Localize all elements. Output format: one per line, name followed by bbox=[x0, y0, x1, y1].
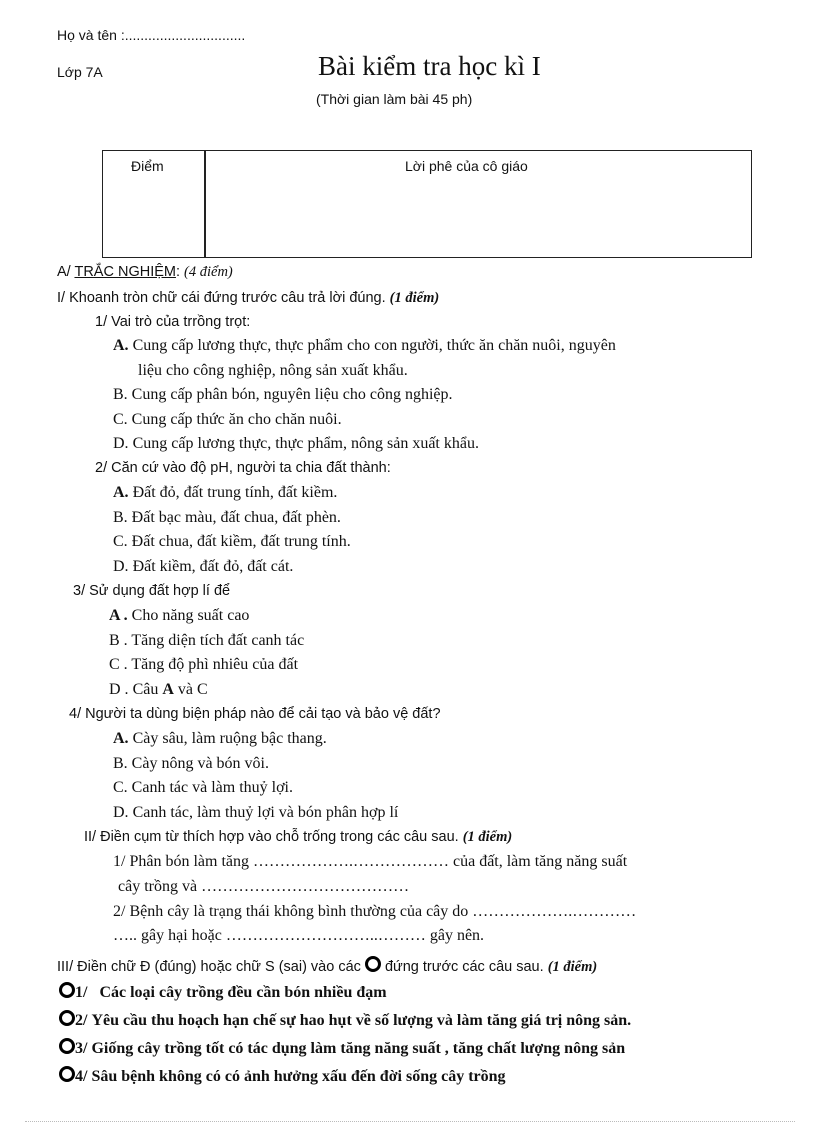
answer-circle-icon[interactable] bbox=[59, 1010, 75, 1026]
page-subtitle: (Thời gian làm bài 45 ph) bbox=[316, 91, 473, 107]
option-text: Đất bạc màu, đất chua, đất phèn. bbox=[131, 509, 341, 526]
q2-option-b[interactable] bbox=[113, 509, 341, 527]
fill-blank-1-line2[interactable]: cây trồng và ………………………………… bbox=[118, 878, 410, 895]
name-label: Họ và tên : bbox=[57, 27, 125, 43]
part1-points: (1 điểm) bbox=[389, 290, 440, 306]
part3-instruction bbox=[57, 956, 597, 976]
fill-blank-2-line2[interactable]: ….. gây hại hoặc ………………………..……… gây nên. bbox=[113, 927, 485, 944]
name-dots: ............................... bbox=[124, 27, 246, 43]
tf-item-number: 3/ bbox=[75, 1040, 88, 1057]
option-letter: D. bbox=[113, 804, 129, 821]
q2-option-d[interactable] bbox=[113, 558, 293, 576]
option-letter: A . bbox=[109, 607, 128, 624]
q3-option-b[interactable] bbox=[109, 632, 304, 650]
q2-option-c[interactable] bbox=[113, 533, 351, 551]
q2-option-a[interactable] bbox=[113, 484, 337, 502]
option-text: Cung cấp phân bón, nguyên liệu cho công nghiệp. bbox=[131, 386, 453, 403]
option-letter: B. bbox=[113, 386, 128, 403]
part3-instruction-pre: III/ Điền chữ Đ (đúng) hoặc chữ S (sai) vào các bbox=[57, 959, 365, 975]
tf-item-number: 1/ bbox=[75, 984, 88, 1001]
option-letter: A. bbox=[113, 730, 129, 747]
option-text-post: và C bbox=[173, 681, 208, 698]
tf-item-2[interactable] bbox=[59, 1010, 631, 1030]
answer-circle-icon bbox=[365, 956, 381, 972]
tf-item-4[interactable] bbox=[59, 1066, 506, 1086]
option-letter: C. bbox=[113, 411, 128, 428]
question-1-prompt: 1/ Vai trò của trrồng trọt: bbox=[95, 314, 251, 330]
answer-circle-icon[interactable] bbox=[59, 982, 75, 998]
question-4-prompt: 4/ Người ta dùng biện pháp nào để cải tạo và bảo vệ đất? bbox=[69, 706, 441, 722]
part1-instruction bbox=[57, 290, 439, 307]
q4-option-a[interactable] bbox=[113, 730, 327, 748]
q3-option-d[interactable] bbox=[109, 681, 208, 699]
page-bottom-border bbox=[25, 1121, 795, 1122]
option-letter: D. bbox=[113, 558, 129, 575]
section-a-colon: : bbox=[175, 264, 185, 280]
option-letter: C . bbox=[109, 656, 128, 673]
q4-option-d[interactable] bbox=[113, 804, 398, 822]
q1-option-a[interactable] bbox=[113, 337, 616, 355]
option-text: Cung cấp lương thực, thực phẩm cho con người, thức ăn chăn nuôi, nguyên bbox=[132, 337, 616, 354]
q1-option-a-continued: liệu cho công nghiệp, nông sản xuất khẩu. bbox=[138, 362, 408, 379]
section-a-title: TRẮC NGHIỆM bbox=[74, 264, 176, 280]
answer-circle-icon[interactable] bbox=[59, 1066, 75, 1082]
tf-item-text: Yêu cầu thu hoạch hạn chế sự hao hụt về số lượng và làm tăng giá trị nông sản. bbox=[91, 1012, 632, 1029]
option-letter: A. bbox=[113, 484, 129, 501]
option-text: Tăng diện tích đất canh tác bbox=[131, 632, 305, 649]
grade-table-divider bbox=[204, 151, 206, 257]
question-3-prompt: 3/ Sử dụng đất hợp lí để bbox=[73, 583, 231, 599]
option-text: Đất đỏ, đất trung tính, đất kiềm. bbox=[132, 484, 338, 501]
tf-item-number: 4/ bbox=[75, 1068, 88, 1085]
option-text-bold: A bbox=[162, 681, 174, 698]
question-2-prompt: 2/ Căn cứ vào độ pH, người ta chia đất thành: bbox=[95, 460, 391, 476]
fill-blank-1-line1[interactable]: 1/ Phân bón làm tăng ……………….……………… của đất, làm tăng năng suất bbox=[113, 853, 628, 870]
option-letter: D. bbox=[113, 435, 129, 452]
option-text: Cung cấp thức ăn cho chăn nuôi. bbox=[131, 411, 342, 428]
option-text: Đất kiềm, đất đỏ, đất cát. bbox=[132, 558, 294, 575]
grade-header: Điểm bbox=[131, 158, 164, 174]
part3-points: (1 điểm) bbox=[547, 959, 598, 975]
student-name-field[interactable] bbox=[57, 27, 245, 43]
q1-option-b[interactable] bbox=[113, 386, 453, 404]
q3-option-c[interactable] bbox=[109, 656, 298, 674]
tf-item-text: Các loại cây trồng đều cần bón nhiều đạm bbox=[99, 984, 387, 1001]
section-a-points: (4 điểm) bbox=[184, 264, 233, 280]
q4-option-c[interactable] bbox=[113, 779, 293, 797]
section-a-prefix: A/ bbox=[57, 264, 75, 280]
tf-item-number: 2/ bbox=[75, 1012, 88, 1029]
option-letter: C. bbox=[113, 533, 128, 550]
grade-table bbox=[102, 150, 752, 258]
option-text: Canh tác, làm thuỷ lợi và bón phân hợp lí bbox=[132, 804, 399, 821]
answer-circle-icon[interactable] bbox=[59, 1038, 75, 1054]
page-title: Bài kiểm tra học kì I bbox=[318, 51, 541, 81]
option-letter: B . bbox=[109, 632, 128, 649]
part2-instruction bbox=[84, 829, 512, 846]
option-letter: A. bbox=[113, 337, 129, 354]
part3-instruction-post: đứng trước các câu sau. bbox=[380, 959, 548, 975]
q1-option-d[interactable] bbox=[113, 435, 479, 453]
option-text: Đất chua, đất kiềm, đất trung tính. bbox=[131, 533, 351, 550]
option-text: Cày nông và bón vôi. bbox=[131, 755, 269, 772]
q1-option-c[interactable] bbox=[113, 411, 342, 429]
part1-instruction-text: I/ Khoanh tròn chữ cái đứng trước câu trả lời đúng. bbox=[57, 290, 390, 306]
option-text: Cho năng suất cao bbox=[131, 607, 250, 624]
tf-item-text: Giống cây trồng tốt có tác dụng làm tăng năng suất , tăng chất lượng nông sản bbox=[91, 1040, 626, 1057]
tf-item-text: Sâu bệnh không có có ảnh hưởng xấu đến đời sống cây trồng bbox=[91, 1068, 506, 1085]
option-text: Cày sâu, làm ruộng bậc thang. bbox=[132, 730, 327, 747]
option-letter: C. bbox=[113, 779, 128, 796]
tf-item-1[interactable] bbox=[59, 982, 387, 1002]
option-text: Tăng độ phì nhiêu của đất bbox=[131, 656, 299, 673]
option-text: Cung cấp lương thực, thực phẩm, nông sản xuất khẩu. bbox=[132, 435, 479, 452]
option-letter: B. bbox=[113, 755, 128, 772]
option-letter: B. bbox=[113, 509, 128, 526]
q3-option-a[interactable] bbox=[109, 607, 249, 625]
tf-item-3[interactable] bbox=[59, 1038, 625, 1058]
section-a-heading bbox=[57, 264, 233, 281]
part2-points: (1 điểm) bbox=[462, 829, 513, 845]
q4-option-b[interactable] bbox=[113, 755, 269, 773]
option-text-pre: Câu bbox=[132, 681, 163, 698]
part2-instruction-text: II/ Điền cụm từ thích hợp vào chỗ trống trong các câu sau. bbox=[84, 829, 463, 845]
option-letter: D . bbox=[109, 681, 129, 698]
teacher-comment-header: Lời phê của cô giáo bbox=[405, 158, 528, 174]
class-label: Lớp 7A bbox=[57, 64, 103, 80]
fill-blank-2-line1[interactable]: 2/ Bệnh cây là trạng thái không bình thường của cây do ……………….………… bbox=[113, 903, 637, 920]
option-text: Canh tác và làm thuỷ lợi. bbox=[131, 779, 293, 796]
